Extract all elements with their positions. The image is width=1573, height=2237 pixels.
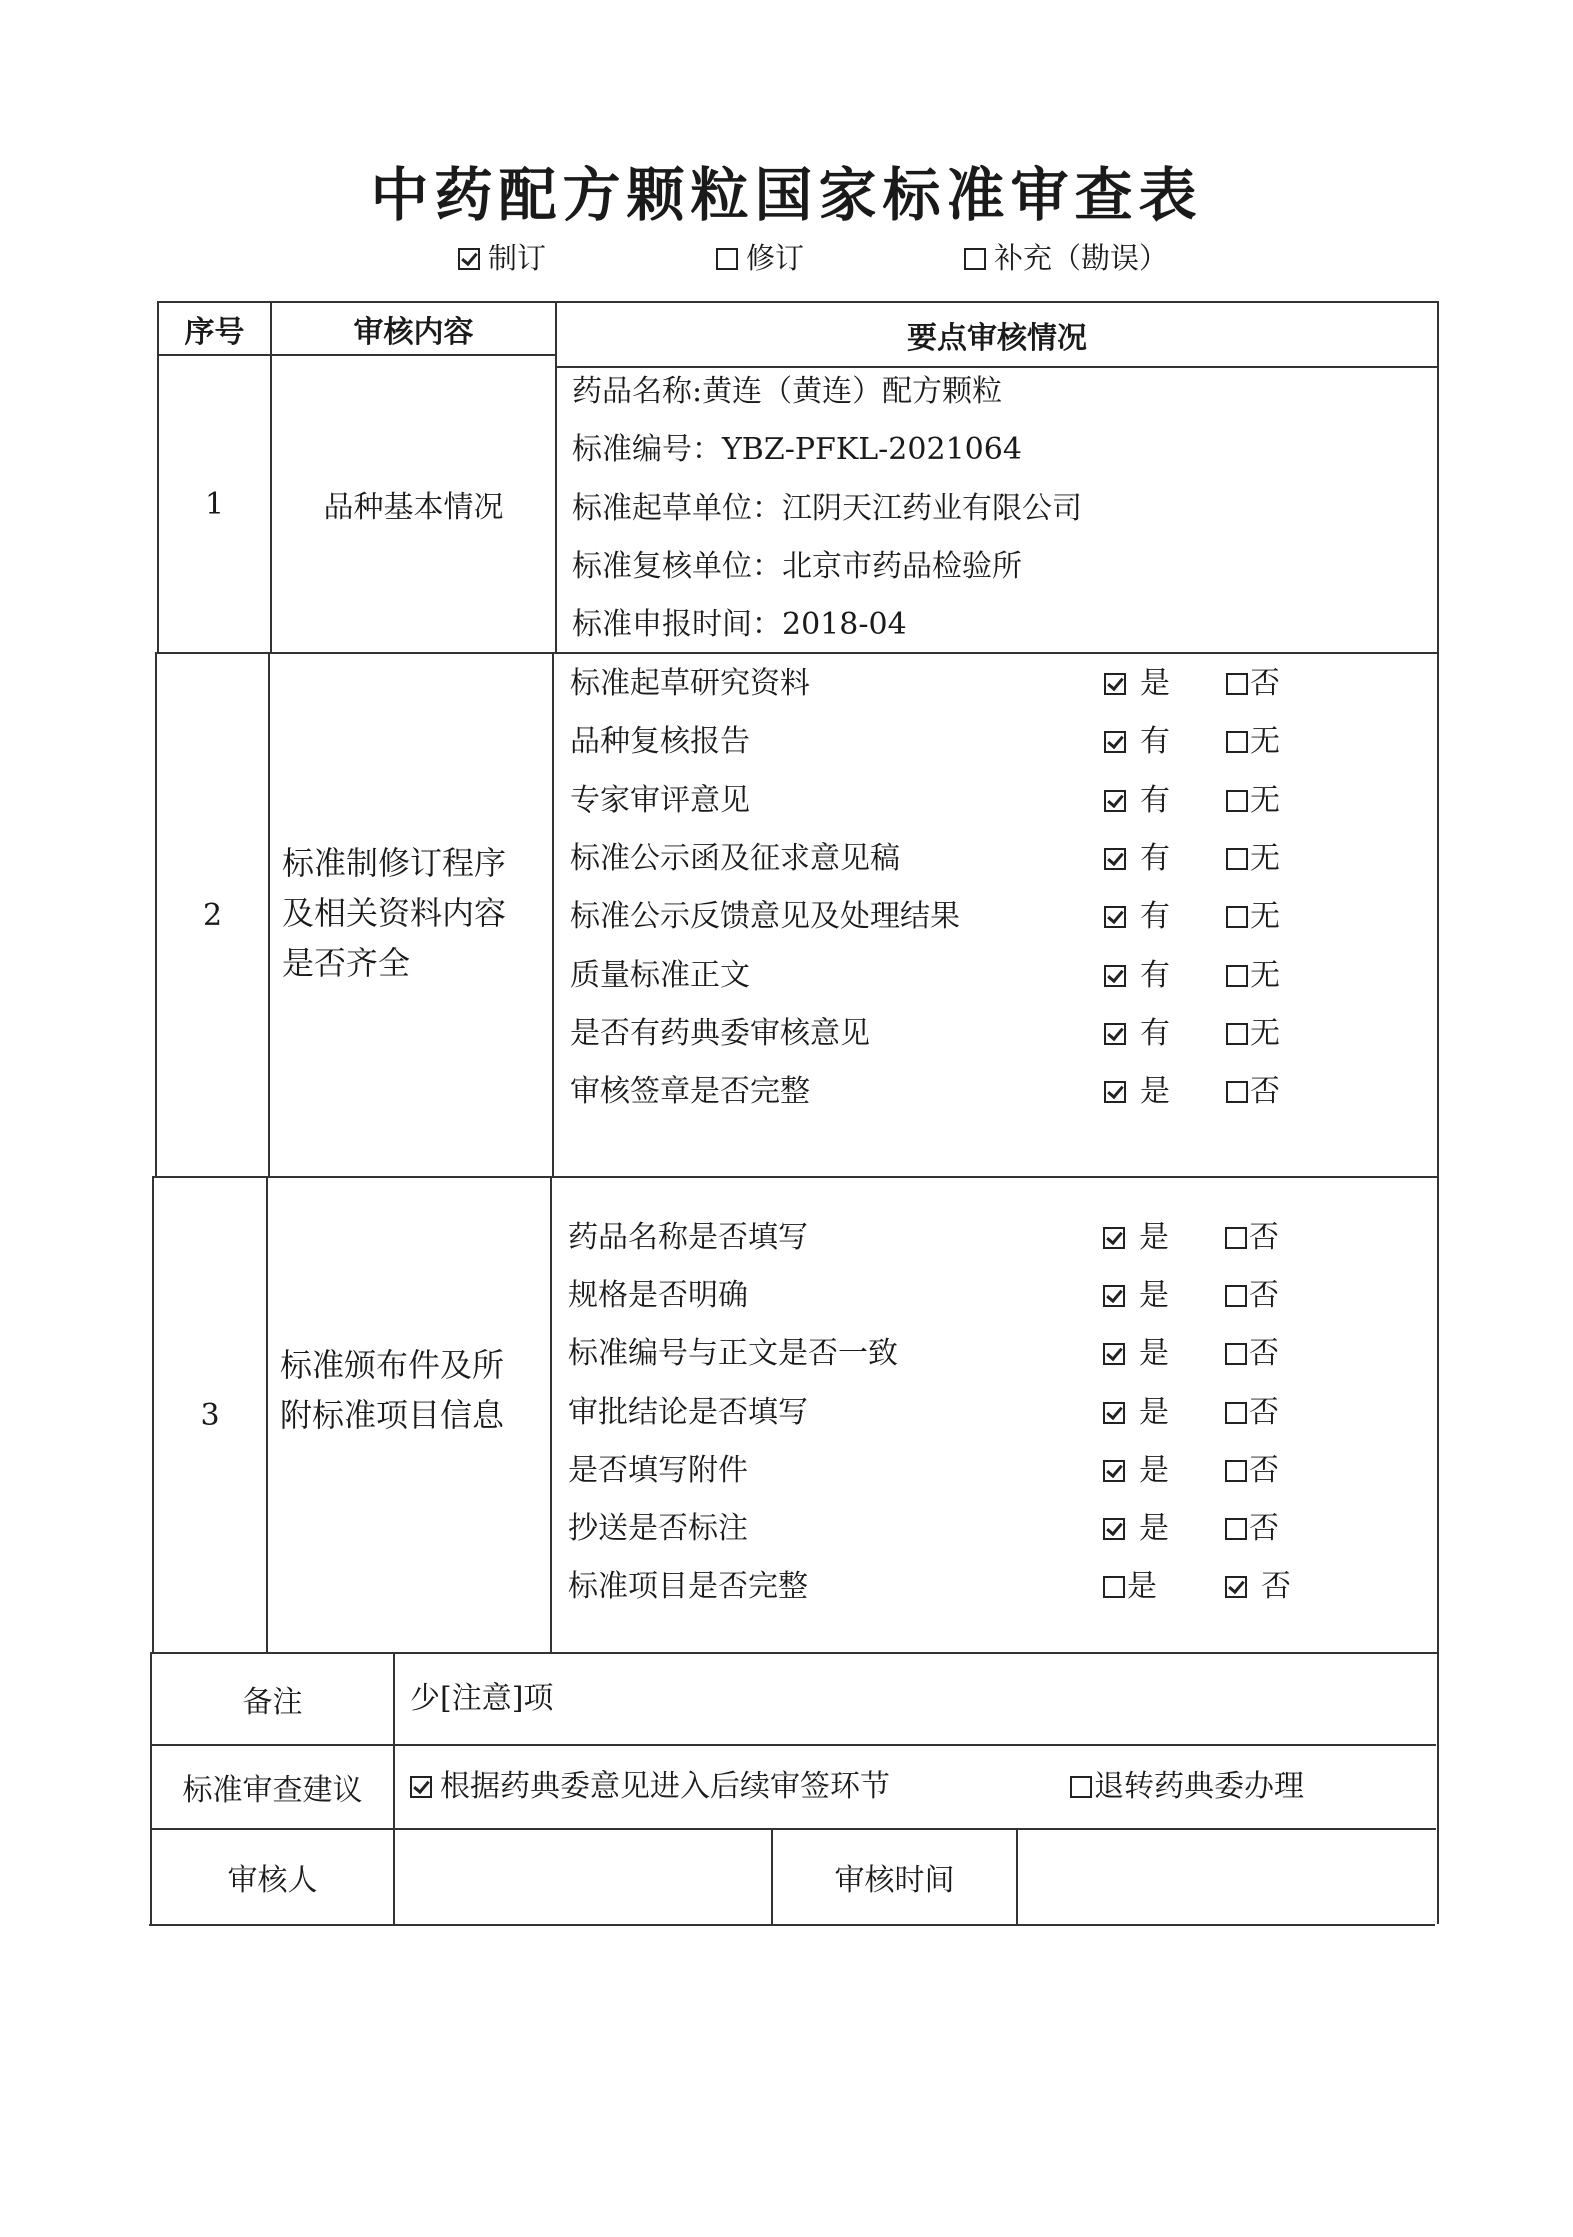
check-item-label-yes: 是: [1139, 1220, 1169, 1255]
suggestion-option-return[interactable]: [1070, 1746, 1304, 1828]
divider: [155, 652, 1439, 654]
check-item-text: 是否有药典委审核意见: [570, 1015, 870, 1051]
check-item-label-no: 无: [1250, 840, 1280, 876]
type-label-revise: 修订: [746, 241, 805, 275]
section1-report-time: 标准申报时间：2018-04: [572, 607, 907, 642]
check-item-label-no: 否: [1250, 666, 1280, 701]
check-item-label-yes: 是: [1139, 1511, 1169, 1546]
section1-drug-name: 药品名称:黄连（黄连）配方颗粒: [572, 374, 1003, 409]
check-item-checkbox-no[interactable]: [1225, 1460, 1247, 1482]
type-label-supplement: 补充（勘误）: [994, 241, 1169, 275]
check-item-label-yes: 有: [1140, 957, 1170, 993]
check-item-option-yes[interactable]: [1104, 664, 1170, 704]
type-option-supplement[interactable]: [964, 236, 1168, 277]
check-item-label-yes: 是: [1139, 1452, 1169, 1488]
type-checkbox-revise[interactable]: [716, 248, 738, 270]
check-item-option-no[interactable]: [1225, 1218, 1279, 1258]
check-item-label-no: 否: [1249, 1220, 1279, 1255]
check-item-checkbox-no[interactable]: [1226, 848, 1248, 870]
check-item-label-yes: 是: [1139, 1278, 1169, 1314]
check-item-checkbox-no[interactable]: [1225, 1285, 1247, 1307]
check-item-option-yes[interactable]: [1104, 956, 1170, 996]
header-seq: 序号: [184, 314, 245, 350]
check-item-label-no: 无: [1250, 1015, 1280, 1051]
check-item-label-no: 无: [1250, 724, 1280, 760]
check-item-text: 是否填写附件: [568, 1452, 748, 1488]
header-result: 要点审核情况: [907, 320, 1087, 356]
check-item-option-yes[interactable]: [1104, 897, 1170, 937]
check-item-option-yes[interactable]: [1103, 1334, 1169, 1374]
check-item-option-no[interactable]: [1225, 1334, 1279, 1374]
check-item-option-no[interactable]: [1226, 1014, 1280, 1054]
remarks-value: 少[注意]项: [410, 1681, 554, 1716]
suggestion-label-return: 退转药典委办理: [1094, 1769, 1304, 1804]
section1-standard-no: 标准编号：YBZ-PFKL-2021064: [572, 432, 1022, 467]
section1-drafting-unit: 标准起草单位：江阴天江药业有限公司: [572, 491, 1082, 526]
reviewer-label: 审核人: [227, 1863, 318, 1898]
suggestion-label: 标准审查建议: [182, 1773, 363, 1808]
type-label-formulate: 制订: [488, 241, 547, 275]
check-item-checkbox-yes[interactable]: [1104, 1081, 1126, 1103]
check-item-label-no: 无: [1250, 957, 1280, 993]
check-item-checkbox-yes[interactable]: [1103, 1460, 1125, 1482]
check-item-text: 审批结论是否填写: [568, 1394, 808, 1430]
check-item-label-yes: 是: [1140, 666, 1170, 701]
check-item-option-no[interactable]: [1226, 722, 1280, 762]
divider: [268, 652, 270, 1176]
reviewer-value[interactable]: [395, 1830, 771, 1924]
check-item-option-yes[interactable]: [1103, 1509, 1169, 1549]
check-item-checkbox-yes[interactable]: [1103, 1227, 1125, 1249]
table-border-right: [1437, 301, 1439, 1924]
check-item-option-no[interactable]: [1226, 664, 1280, 704]
check-item-checkbox-yes[interactable]: [1104, 731, 1126, 753]
check-item-checkbox-no[interactable]: [1225, 1343, 1247, 1365]
check-item-checkbox-no[interactable]: [1226, 673, 1248, 695]
check-item-checkbox-yes[interactable]: [1103, 1343, 1125, 1365]
check-item-checkbox-yes[interactable]: [1104, 906, 1126, 928]
check-item-checkbox-yes[interactable]: [1103, 1518, 1125, 1540]
check-item-label-yes: 有: [1140, 724, 1170, 760]
check-item-text: 质量标准正文: [570, 957, 750, 993]
header-content: 审核内容: [353, 314, 474, 350]
check-item-label-no: 否: [1249, 1452, 1279, 1488]
review-time-value[interactable]: [1018, 1830, 1437, 1924]
check-item-option-yes[interactable]: [1104, 781, 1170, 821]
check-item-checkbox-no[interactable]: [1226, 1081, 1248, 1103]
check-item-text: 标准项目是否完整: [568, 1569, 808, 1605]
type-checkbox-supplement[interactable]: [964, 248, 986, 270]
check-item-label-no: 否: [1261, 1569, 1291, 1605]
check-item-checkbox-no[interactable]: [1225, 1576, 1247, 1598]
check-item-label-yes: 是: [1140, 1074, 1170, 1110]
check-item-label-no: 无: [1250, 782, 1280, 818]
section2-label: 标准制修订程序及相关资料内容是否齐全: [282, 844, 507, 982]
check-item-checkbox-yes[interactable]: [1103, 1285, 1125, 1307]
page-title: 中药配方颗粒国家标准审查表: [370, 161, 1203, 229]
check-item-option-no[interactable]: [1225, 1276, 1279, 1316]
review-time-label: 审核时间: [834, 1863, 955, 1898]
type-checkbox-formulate[interactable]: [458, 248, 480, 270]
check-item-label-no: 否: [1249, 1278, 1279, 1314]
check-item-option-yes[interactable]: [1103, 1276, 1169, 1316]
section1-review-unit: 标准复核单位：北京市药品检验所: [572, 549, 1022, 584]
table-border-bottom: [149, 1924, 1435, 1926]
check-item-checkbox-yes[interactable]: [1104, 673, 1126, 695]
check-item-checkbox-yes[interactable]: [1103, 1576, 1125, 1598]
divider: [550, 1176, 552, 1652]
check-item-label-no: 否: [1250, 1074, 1280, 1110]
check-item-label-no: 否: [1249, 1394, 1279, 1430]
check-item-checkbox-no[interactable]: [1226, 965, 1248, 987]
check-item-text: 标准公示函及征求意见稿: [570, 840, 900, 876]
check-item-label-yes: 有: [1140, 840, 1170, 876]
section2-seq: 2: [202, 897, 223, 933]
suggestion-option-proceed[interactable]: [410, 1746, 890, 1828]
check-item-label-no: 否: [1249, 1511, 1279, 1546]
divider: [266, 1176, 268, 1652]
check-item-text: 审核签章是否完整: [570, 1074, 810, 1110]
check-item-option-yes[interactable]: [1104, 1072, 1170, 1112]
divider: [555, 366, 1439, 368]
section3-label: 标准颁布件及所附标准项目信息: [280, 1346, 505, 1434]
type-option-formulate[interactable]: [458, 236, 546, 277]
check-item-text: 药品名称是否填写: [568, 1220, 808, 1255]
check-item-checkbox-yes[interactable]: [1104, 1023, 1126, 1045]
check-item-option-no[interactable]: [1226, 897, 1280, 937]
check-item-label-no: 否: [1249, 1336, 1279, 1372]
check-item-label-yes: 是: [1139, 1394, 1169, 1430]
check-item-checkbox-yes[interactable]: [1103, 1402, 1125, 1424]
check-item-option-no[interactable]: [1226, 1072, 1280, 1112]
check-item-option-yes[interactable]: [1103, 1393, 1169, 1433]
check-item-checkbox-no[interactable]: [1225, 1402, 1247, 1424]
check-item-text: 抄送是否标注: [568, 1511, 748, 1546]
check-item-checkbox-no[interactable]: [1225, 1518, 1247, 1540]
check-item-text: 标准编号与正文是否一致: [568, 1336, 898, 1372]
check-item-checkbox-yes[interactable]: [1104, 965, 1126, 987]
check-item-option-yes[interactable]: [1103, 1451, 1169, 1491]
check-item-option-no[interactable]: [1225, 1567, 1291, 1607]
check-item-checkbox-yes[interactable]: [1104, 848, 1126, 870]
check-item-checkbox-yes[interactable]: [1104, 790, 1126, 812]
suggestion-checkbox-proceed[interactable]: [410, 1776, 432, 1798]
check-item-text: 专家审评意见: [570, 782, 750, 818]
check-item-checkbox-no[interactable]: [1226, 906, 1248, 928]
check-item-label-yes: 是: [1127, 1569, 1157, 1605]
section1-seq: 1: [204, 486, 225, 522]
check-item-checkbox-no[interactable]: [1226, 790, 1248, 812]
check-item-text: 品种复核报告: [570, 724, 750, 760]
suggestion-label-proceed: 根据药典委意见进入后续审签环节: [440, 1769, 890, 1804]
check-item-text: 标准起草研究资料: [570, 666, 810, 701]
check-item-option-no[interactable]: [1225, 1393, 1279, 1433]
check-item-label-yes: 有: [1140, 899, 1170, 935]
check-item-label-no: 无: [1250, 899, 1280, 935]
check-item-label-yes: 是: [1139, 1336, 1169, 1372]
check-item-option-yes[interactable]: [1104, 839, 1170, 879]
check-item-option-no[interactable]: [1226, 956, 1280, 996]
check-item-option-yes[interactable]: [1103, 1567, 1157, 1607]
divider: [552, 652, 554, 1176]
check-item-label-yes: 有: [1140, 1015, 1170, 1051]
type-option-revise[interactable]: [716, 236, 804, 277]
check-item-option-yes[interactable]: [1104, 722, 1170, 762]
section3-seq: 3: [200, 1397, 220, 1433]
check-item-text: 规格是否明确: [568, 1278, 748, 1314]
check-item-checkbox-no[interactable]: [1225, 1227, 1247, 1249]
check-item-option-yes[interactable]: [1103, 1218, 1169, 1258]
remarks-label: 备注: [242, 1685, 303, 1720]
check-item-checkbox-no[interactable]: [1226, 1023, 1248, 1045]
section1-label: 品种基本情况: [323, 490, 504, 525]
check-item-option-yes[interactable]: [1104, 1014, 1170, 1054]
suggestion-checkbox-return[interactable]: [1070, 1776, 1092, 1798]
check-item-option-no[interactable]: [1226, 839, 1280, 879]
check-item-label-yes: 有: [1140, 782, 1170, 818]
check-item-option-no[interactable]: [1225, 1451, 1279, 1491]
check-item-checkbox-no[interactable]: [1226, 731, 1248, 753]
check-item-option-no[interactable]: [1226, 781, 1280, 821]
check-item-option-no[interactable]: [1225, 1509, 1279, 1549]
check-item-text: 标准公示反馈意见及处理结果: [570, 899, 960, 935]
divider: [152, 1176, 1438, 1178]
